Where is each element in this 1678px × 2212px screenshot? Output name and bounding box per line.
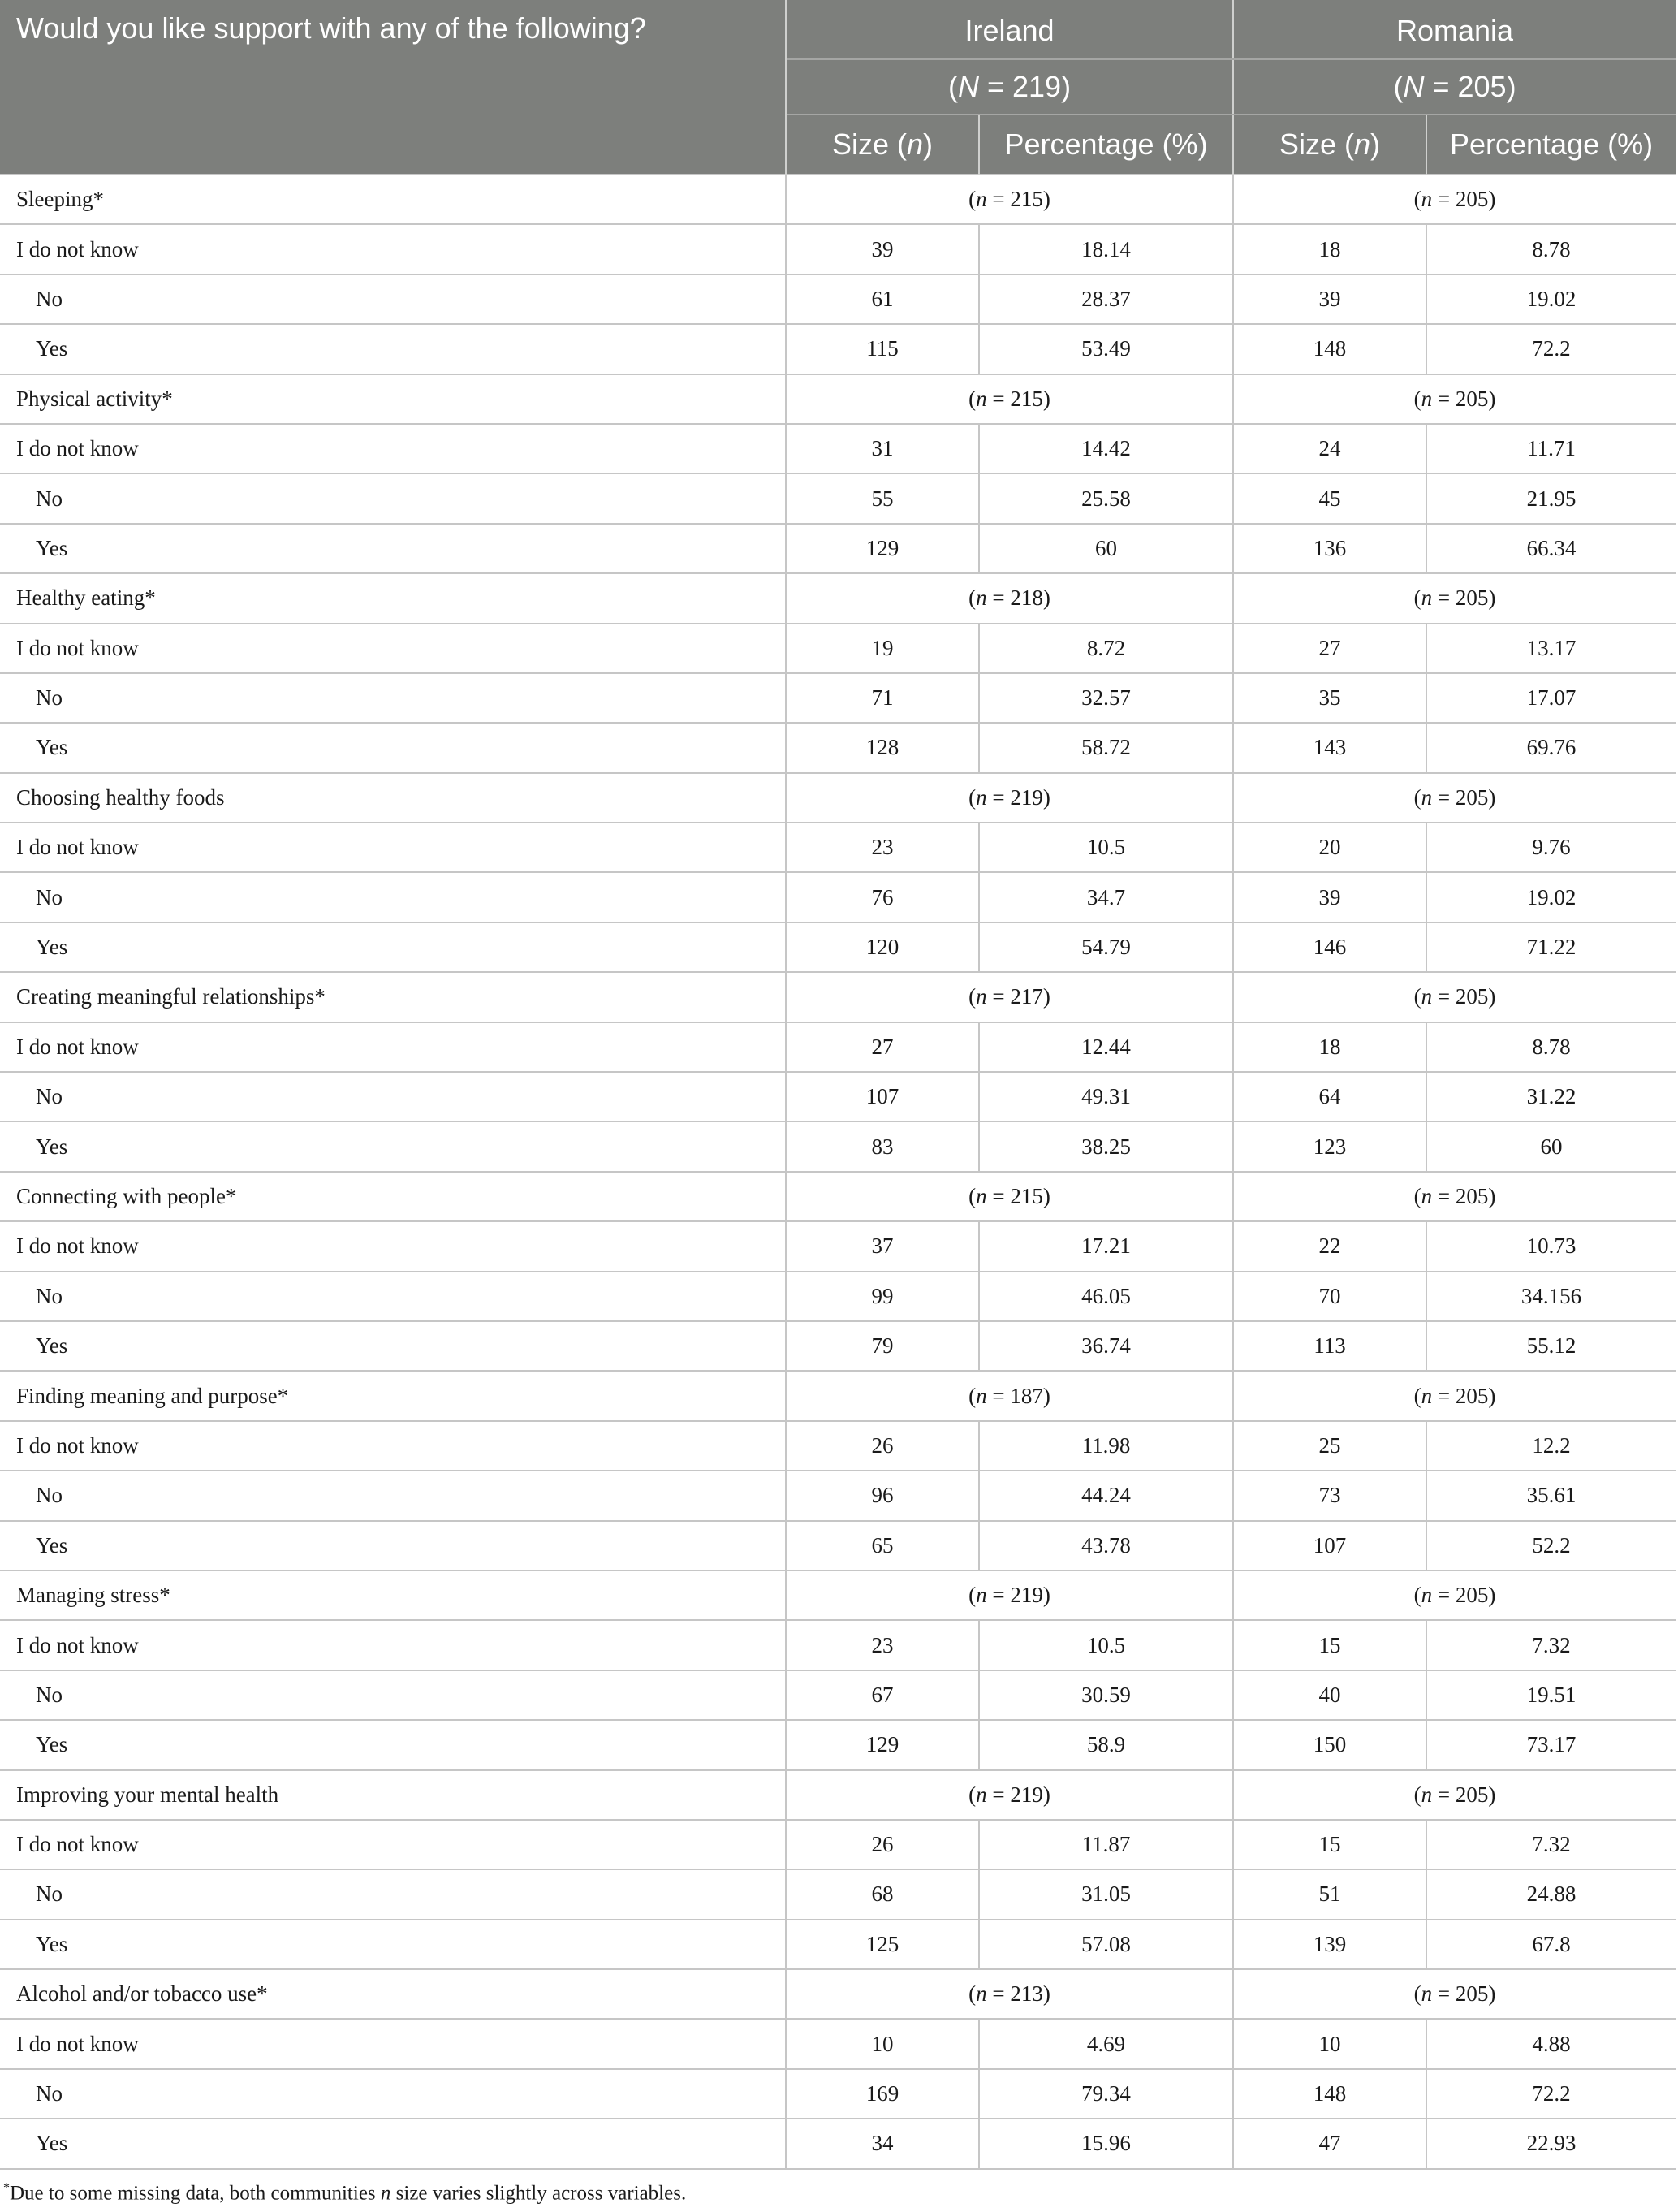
section-n-romania: (n = 205) (1233, 1570, 1676, 1620)
section-n-romania: (n = 205) (1233, 1172, 1676, 1221)
romania-size: 51 (1233, 1869, 1426, 1919)
section-row (0, 972, 1676, 1022)
response-label: I do not know (0, 1620, 786, 1670)
table-row (0, 324, 1676, 374)
ireland-percentage: 31.05 (979, 1869, 1233, 1919)
romania-percentage: 17.07 (1426, 673, 1676, 723)
romania-size: 24 (1233, 424, 1426, 473)
size-header-romania: Size (n) (1233, 114, 1426, 175)
section-title: Managing stress* (0, 1570, 786, 1620)
table-row (0, 1471, 1676, 1520)
ireland-size: 39 (786, 224, 979, 274)
response-label: No (0, 1670, 786, 1720)
ireland-percentage: 53.49 (979, 324, 1233, 374)
ireland-percentage: 36.74 (979, 1321, 1233, 1371)
section-n-ireland: (n = 218) (786, 573, 1233, 623)
section-n-romania: (n = 205) (1233, 773, 1676, 823)
table-row (0, 1720, 1676, 1769)
ireland-percentage: 58.9 (979, 1720, 1233, 1769)
romania-size: 146 (1233, 922, 1426, 972)
romania-percentage: 8.78 (1426, 1022, 1676, 1072)
response-label: Yes (0, 922, 786, 972)
response-label: No (0, 274, 786, 324)
section-n-romania: (n = 205) (1233, 175, 1676, 224)
romania-size: 35 (1233, 673, 1426, 723)
section-row (0, 1172, 1676, 1221)
total-n-romania: (N = 205) (1233, 59, 1676, 114)
romania-percentage: 13.17 (1426, 624, 1676, 673)
section-title: Finding meaning and purpose* (0, 1371, 786, 1420)
response-label: I do not know (0, 1022, 786, 1072)
response-label: I do not know (0, 424, 786, 473)
ireland-size: 76 (786, 872, 979, 922)
romania-size: 39 (1233, 274, 1426, 324)
romania-size: 45 (1233, 473, 1426, 523)
ireland-percentage: 49.31 (979, 1072, 1233, 1121)
table-row (0, 1820, 1676, 1869)
romania-size: 39 (1233, 872, 1426, 922)
response-label: No (0, 1272, 786, 1321)
table-row (0, 624, 1676, 673)
response-label: Yes (0, 1720, 786, 1769)
country-header-romania: Romania (1233, 0, 1676, 59)
romania-percentage: 52.2 (1426, 1521, 1676, 1570)
romania-size: 15 (1233, 1620, 1426, 1670)
romania-percentage: 12.2 (1426, 1421, 1676, 1471)
romania-size: 113 (1233, 1321, 1426, 1371)
response-label: Yes (0, 524, 786, 573)
ireland-percentage: 14.42 (979, 424, 1233, 473)
section-n-romania: (n = 205) (1233, 573, 1676, 623)
romania-percentage: 72.2 (1426, 2069, 1676, 2119)
total-n-ireland: (N = 219) (786, 59, 1233, 114)
romania-percentage: 34.156 (1426, 1272, 1676, 1321)
ireland-percentage: 79.34 (979, 2069, 1233, 2119)
romania-percentage: 7.32 (1426, 1620, 1676, 1670)
romania-size: 10 (1233, 2019, 1426, 2068)
ireland-size: 23 (786, 1620, 979, 1670)
romania-size: 18 (1233, 224, 1426, 274)
romania-percentage: 8.78 (1426, 224, 1676, 274)
response-label: I do not know (0, 624, 786, 673)
response-label: No (0, 872, 786, 922)
response-label: No (0, 2069, 786, 2119)
section-title: Physical activity* (0, 374, 786, 424)
section-title: Sleeping* (0, 175, 786, 224)
romania-percentage: 24.88 (1426, 1869, 1676, 1919)
ireland-percentage: 57.08 (979, 1920, 1233, 1969)
section-n-romania: (n = 205) (1233, 374, 1676, 424)
section-n-ireland: (n = 215) (786, 1172, 1233, 1221)
ireland-size: 125 (786, 1920, 979, 1969)
ireland-size: 128 (786, 723, 979, 772)
ireland-size: 10 (786, 2019, 979, 2068)
romania-size: 107 (1233, 1521, 1426, 1570)
romania-percentage: 69.76 (1426, 723, 1676, 772)
ireland-size: 65 (786, 1521, 979, 1570)
romania-percentage: 22.93 (1426, 2119, 1676, 2168)
romania-size: 136 (1233, 524, 1426, 573)
section-row (0, 1770, 1676, 1820)
romania-percentage: 7.32 (1426, 1820, 1676, 1869)
romania-size: 20 (1233, 823, 1426, 872)
table-row (0, 2119, 1676, 2168)
romania-percentage: 10.73 (1426, 1221, 1676, 1271)
romania-percentage: 73.17 (1426, 1720, 1676, 1769)
romania-size: 47 (1233, 2119, 1426, 2168)
table-row (0, 224, 1676, 274)
response-label: No (0, 1072, 786, 1121)
response-label: No (0, 1869, 786, 1919)
romania-percentage: 66.34 (1426, 524, 1676, 573)
section-title: Healthy eating* (0, 573, 786, 623)
response-label: I do not know (0, 224, 786, 274)
question-header: Would you like support with any of the following? (0, 0, 786, 175)
response-label: Yes (0, 723, 786, 772)
ireland-size: 26 (786, 1820, 979, 1869)
romania-size: 148 (1233, 2069, 1426, 2119)
ireland-size: 129 (786, 1720, 979, 1769)
ireland-percentage: 4.69 (979, 2019, 1233, 2068)
romania-percentage: 31.22 (1426, 1072, 1676, 1121)
romania-percentage: 71.22 (1426, 922, 1676, 972)
section-n-ireland: (n = 219) (786, 1570, 1233, 1620)
romania-size: 143 (1233, 723, 1426, 772)
section-title: Connecting with people* (0, 1172, 786, 1221)
section-n-ireland: (n = 187) (786, 1371, 1233, 1420)
romania-percentage: 4.88 (1426, 2019, 1676, 2068)
table-row (0, 1421, 1676, 1471)
country-header-ireland: Ireland (786, 0, 1233, 59)
section-n-romania: (n = 205) (1233, 1371, 1676, 1420)
ireland-percentage: 43.78 (979, 1521, 1233, 1570)
ireland-percentage: 17.21 (979, 1221, 1233, 1271)
ireland-size: 107 (786, 1072, 979, 1121)
romania-size: 148 (1233, 324, 1426, 374)
table-row (0, 2069, 1676, 2119)
ireland-size: 23 (786, 823, 979, 872)
ireland-percentage: 10.5 (979, 1620, 1233, 1670)
section-n-ireland: (n = 219) (786, 1770, 1233, 1820)
table-row (0, 1521, 1676, 1570)
response-label: I do not know (0, 1421, 786, 1471)
ireland-size: 31 (786, 424, 979, 473)
response-label: Yes (0, 324, 786, 374)
ireland-size: 68 (786, 1869, 979, 1919)
ireland-percentage: 11.87 (979, 1820, 1233, 1869)
response-label: Yes (0, 2119, 786, 2168)
romania-percentage: 35.61 (1426, 1471, 1676, 1520)
section-n-ireland: (n = 215) (786, 175, 1233, 224)
ireland-size: 83 (786, 1121, 979, 1171)
romania-size: 22 (1233, 1221, 1426, 1271)
table-row (0, 1321, 1676, 1371)
romania-percentage: 55.12 (1426, 1321, 1676, 1371)
romania-size: 73 (1233, 1471, 1426, 1520)
ireland-size: 79 (786, 1321, 979, 1371)
table-row (0, 723, 1676, 772)
ireland-percentage: 18.14 (979, 224, 1233, 274)
ireland-size: 61 (786, 274, 979, 324)
ireland-size: 71 (786, 673, 979, 723)
table-row (0, 274, 1676, 324)
romania-size: 139 (1233, 1920, 1426, 1969)
section-title: Creating meaningful relationships* (0, 972, 786, 1022)
ireland-percentage: 54.79 (979, 922, 1233, 972)
ireland-percentage: 58.72 (979, 723, 1233, 772)
ireland-percentage: 44.24 (979, 1471, 1233, 1520)
table-body (0, 175, 1676, 2169)
response-label: I do not know (0, 2019, 786, 2068)
ireland-percentage: 34.7 (979, 872, 1233, 922)
table-row (0, 1670, 1676, 1720)
ireland-size: 27 (786, 1022, 979, 1072)
romania-size: 27 (1233, 624, 1426, 673)
ireland-percentage: 15.96 (979, 2119, 1233, 2168)
size-header-ireland: Size (n) (786, 114, 979, 175)
section-row (0, 773, 1676, 823)
romania-percentage: 19.02 (1426, 274, 1676, 324)
romania-percentage: 67.8 (1426, 1920, 1676, 1969)
table-row (0, 1272, 1676, 1321)
table-row (0, 1221, 1676, 1271)
table-row (0, 424, 1676, 473)
section-title: Alcohol and/or tobacco use* (0, 1969, 786, 2019)
section-n-ireland: (n = 217) (786, 972, 1233, 1022)
ireland-size: 19 (786, 624, 979, 673)
section-row (0, 1570, 1676, 1620)
romania-size: 18 (1233, 1022, 1426, 1072)
response-label: Yes (0, 1121, 786, 1171)
romania-size: 64 (1233, 1072, 1426, 1121)
response-label: Yes (0, 1321, 786, 1371)
table-row (0, 1869, 1676, 1919)
romania-size: 150 (1233, 1720, 1426, 1769)
ireland-percentage: 28.37 (979, 274, 1233, 324)
response-label: No (0, 673, 786, 723)
ireland-size: 37 (786, 1221, 979, 1271)
romania-size: 123 (1233, 1121, 1426, 1171)
ireland-percentage: 12.44 (979, 1022, 1233, 1072)
romania-percentage: 21.95 (1426, 473, 1676, 523)
ireland-size: 120 (786, 922, 979, 972)
romania-size: 70 (1233, 1272, 1426, 1321)
table-row (0, 872, 1676, 922)
romania-size: 15 (1233, 1820, 1426, 1869)
table-row (0, 1072, 1676, 1121)
section-title: Choosing healthy foods (0, 773, 786, 823)
table-row (0, 922, 1676, 972)
ireland-size: 67 (786, 1670, 979, 1720)
table-row (0, 524, 1676, 573)
romania-percentage: 60 (1426, 1121, 1676, 1171)
ireland-size: 169 (786, 2069, 979, 2119)
response-label: I do not know (0, 823, 786, 872)
response-label: I do not know (0, 1221, 786, 1271)
table-header (0, 0, 1676, 175)
romania-percentage: 72.2 (1426, 324, 1676, 374)
table-row (0, 473, 1676, 523)
section-n-ireland: (n = 213) (786, 1969, 1233, 2019)
ireland-percentage: 11.98 (979, 1421, 1233, 1471)
response-label: I do not know (0, 1820, 786, 1869)
ireland-size: 96 (786, 1471, 979, 1520)
ireland-size: 26 (786, 1421, 979, 1471)
response-label: No (0, 1471, 786, 1520)
ireland-percentage: 60 (979, 524, 1233, 573)
romania-size: 40 (1233, 1670, 1426, 1720)
table-row (0, 1121, 1676, 1171)
response-label: Yes (0, 1521, 786, 1570)
section-n-ireland: (n = 219) (786, 773, 1233, 823)
section-n-romania: (n = 205) (1233, 1969, 1676, 2019)
section-row (0, 1969, 1676, 2019)
ireland-size: 34 (786, 2119, 979, 2168)
table-row (0, 1620, 1676, 1670)
table-row (0, 2019, 1676, 2068)
table-row (0, 673, 1676, 723)
romania-percentage: 19.51 (1426, 1670, 1676, 1720)
section-n-romania: (n = 205) (1233, 972, 1676, 1022)
section-n-romania: (n = 205) (1233, 1770, 1676, 1820)
ireland-percentage: 8.72 (979, 624, 1233, 673)
response-label: No (0, 473, 786, 523)
footnote: *Due to some missing data, both communities n size varies slightly across variables. (3, 2180, 687, 2204)
ireland-size: 115 (786, 324, 979, 374)
section-row (0, 573, 1676, 623)
ireland-percentage: 30.59 (979, 1670, 1233, 1720)
romania-percentage: 9.76 (1426, 823, 1676, 872)
section-n-ireland: (n = 215) (786, 374, 1233, 424)
ireland-size: 55 (786, 473, 979, 523)
ireland-size: 129 (786, 524, 979, 573)
ireland-percentage: 25.58 (979, 473, 1233, 523)
table-row (0, 1920, 1676, 1969)
table-row (0, 823, 1676, 872)
romania-size: 25 (1233, 1421, 1426, 1471)
response-label: Yes (0, 1920, 786, 1969)
ireland-percentage: 38.25 (979, 1121, 1233, 1171)
ireland-percentage: 46.05 (979, 1272, 1233, 1321)
section-row (0, 374, 1676, 424)
section-title: Improving your mental health (0, 1770, 786, 1820)
percentage-header-romania: Percentage (%) (1426, 114, 1676, 175)
ireland-percentage: 10.5 (979, 823, 1233, 872)
ireland-size: 99 (786, 1272, 979, 1321)
percentage-header-ireland: Percentage (%) (979, 114, 1233, 175)
romania-percentage: 19.02 (1426, 872, 1676, 922)
table-row (0, 1022, 1676, 1072)
romania-percentage: 11.71 (1426, 424, 1676, 473)
ireland-percentage: 32.57 (979, 673, 1233, 723)
section-row (0, 1371, 1676, 1420)
section-row (0, 175, 1676, 224)
